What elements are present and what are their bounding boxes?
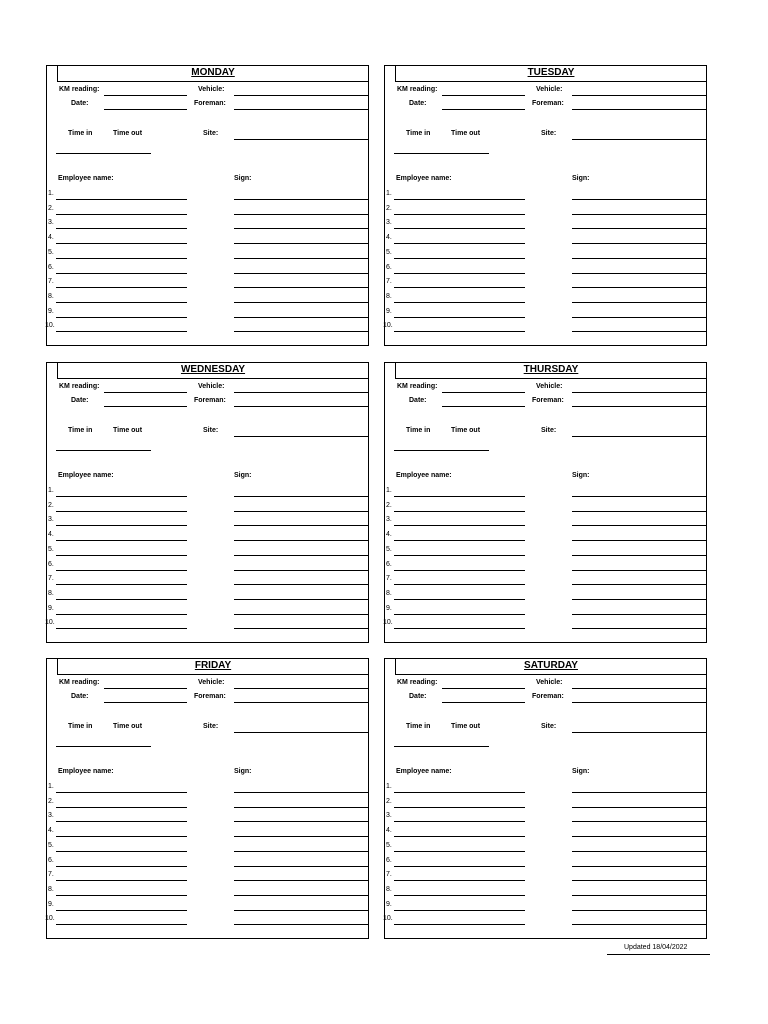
time-out-label: Time out	[451, 723, 481, 730]
employee-name-label: Employee name:	[58, 472, 114, 479]
sign-field[interactable]	[234, 555, 369, 556]
row-number: 9.	[386, 307, 392, 315]
sign-field[interactable]	[572, 866, 707, 867]
vehicle-label: Vehicle:	[536, 679, 563, 686]
row-number: 5.	[48, 545, 54, 553]
time-out-label: Time out	[113, 427, 143, 434]
employee-name-field[interactable]	[56, 792, 187, 793]
row-number: 4.	[386, 234, 392, 242]
sign-field[interactable]	[572, 540, 707, 541]
day-card-thursday	[384, 362, 707, 643]
row-number: 2.	[48, 501, 54, 509]
employee-name-field[interactable]	[394, 496, 525, 497]
time-field[interactable]	[56, 450, 151, 451]
sign-field[interactable]	[234, 821, 369, 822]
employee-name-field[interactable]	[394, 924, 525, 925]
sign-label: Sign:	[234, 175, 252, 182]
date-label: Date:	[71, 397, 89, 404]
km-reading-label: KM reading:	[59, 679, 100, 686]
employee-name-field[interactable]	[56, 880, 187, 881]
row-number: 8.	[386, 885, 392, 893]
employee-name-field[interactable]	[56, 302, 187, 303]
site-field[interactable]	[572, 139, 707, 140]
sign-label: Sign:	[572, 472, 590, 479]
foreman-field[interactable]	[234, 702, 369, 703]
km-reading-field[interactable]	[442, 95, 525, 96]
sign-field[interactable]	[234, 584, 369, 585]
km-reading-field[interactable]	[104, 95, 187, 96]
sign-field[interactable]	[234, 273, 369, 274]
day-card-monday	[46, 65, 369, 346]
row-number: 9.	[48, 307, 54, 315]
time-in-label: Time in	[68, 427, 93, 434]
sign-field[interactable]	[234, 895, 369, 896]
employee-name-field[interactable]	[56, 807, 187, 808]
row-number: 6.	[386, 856, 392, 864]
sign-field[interactable]	[572, 836, 707, 837]
row-number: 4.	[386, 531, 392, 539]
sign-label: Sign:	[234, 472, 252, 479]
employee-name-field[interactable]	[394, 273, 525, 274]
vehicle-field[interactable]	[572, 95, 707, 96]
vehicle-label: Vehicle:	[198, 679, 225, 686]
employee-name-field[interactable]	[56, 836, 187, 837]
date-label: Date:	[409, 693, 427, 700]
sign-field[interactable]	[572, 614, 707, 615]
sign-field[interactable]	[234, 614, 369, 615]
row-number: 7.	[386, 278, 392, 286]
sign-field[interactable]	[234, 866, 369, 867]
row-number: 6.	[48, 263, 54, 271]
day-title: TUESDAY	[395, 66, 706, 82]
site-field[interactable]	[572, 732, 707, 733]
row-number: 6.	[386, 560, 392, 568]
row-number: 3.	[48, 219, 54, 227]
sign-field[interactable]	[234, 851, 369, 852]
row-number: 2.	[386, 204, 392, 212]
sign-field[interactable]	[234, 599, 369, 600]
sign-field[interactable]	[572, 821, 707, 822]
time-in-label: Time in	[406, 130, 431, 137]
sign-label: Sign:	[572, 768, 590, 775]
row-number: 8.	[48, 885, 54, 893]
site-label: Site:	[541, 427, 557, 434]
row-number: 3.	[386, 516, 392, 524]
row-number: 10.	[45, 322, 55, 330]
row-number: 5.	[386, 545, 392, 553]
employee-name-field[interactable]	[394, 821, 525, 822]
sign-field[interactable]	[572, 851, 707, 852]
time-in-label: Time in	[68, 723, 93, 730]
sign-label: Sign:	[234, 768, 252, 775]
vehicle-field[interactable]	[234, 392, 369, 393]
vehicle-label: Vehicle:	[198, 86, 225, 93]
employee-name-field[interactable]	[56, 821, 187, 822]
sign-field[interactable]	[572, 302, 707, 303]
employee-name-field[interactable]	[56, 273, 187, 274]
foreman-label: Foreman:	[532, 100, 564, 107]
row-number: 7.	[48, 871, 54, 879]
date-label: Date:	[71, 100, 89, 107]
row-number: 2.	[386, 501, 392, 509]
sign-field[interactable]	[234, 880, 369, 881]
employee-name-field[interactable]	[394, 628, 525, 629]
employee-name-field[interactable]	[394, 214, 525, 215]
row-number: 2.	[48, 797, 54, 805]
employee-name-field[interactable]	[394, 243, 525, 244]
foreman-label: Foreman:	[532, 693, 564, 700]
row-number: 7.	[386, 575, 392, 583]
sign-field[interactable]	[234, 228, 369, 229]
employee-name-field[interactable]	[56, 628, 187, 629]
sign-field[interactable]	[234, 511, 369, 512]
km-reading-field[interactable]	[442, 392, 525, 393]
employee-name-field[interactable]	[394, 317, 525, 318]
row-number: 3.	[48, 516, 54, 524]
row-number: 10.	[45, 915, 55, 923]
row-number: 5.	[48, 248, 54, 256]
sign-field[interactable]	[234, 331, 369, 332]
employee-name-field[interactable]	[394, 555, 525, 556]
employee-name-field[interactable]	[394, 331, 525, 332]
sign-field[interactable]	[234, 570, 369, 571]
day-title: THURSDAY	[395, 363, 706, 379]
employee-name-field[interactable]	[394, 511, 525, 512]
site-label: Site:	[203, 723, 219, 730]
foreman-field[interactable]	[572, 109, 707, 110]
date-label: Date:	[71, 693, 89, 700]
time-out-label: Time out	[451, 427, 481, 434]
row-number: 6.	[48, 560, 54, 568]
sign-field[interactable]	[234, 287, 369, 288]
sign-field[interactable]	[234, 910, 369, 911]
km-reading-label: KM reading:	[397, 679, 438, 686]
day-title: SATURDAY	[395, 659, 706, 675]
row-number: 3.	[386, 219, 392, 227]
employee-name-label: Employee name:	[58, 175, 114, 182]
time-in-label: Time in	[68, 130, 93, 137]
sign-field[interactable]	[572, 584, 707, 585]
km-reading-label: KM reading:	[397, 86, 438, 93]
sign-field[interactable]	[572, 287, 707, 288]
km-reading-field[interactable]	[442, 688, 525, 689]
sign-field[interactable]	[572, 214, 707, 215]
vehicle-label: Vehicle:	[536, 383, 563, 390]
sign-field[interactable]	[572, 496, 707, 497]
time-field[interactable]	[394, 450, 489, 451]
employee-name-field[interactable]	[56, 511, 187, 512]
sign-field[interactable]	[234, 496, 369, 497]
row-number: 8.	[386, 589, 392, 597]
row-number: 3.	[48, 812, 54, 820]
row-number: 1.	[48, 190, 54, 197]
updated-underline	[607, 954, 710, 955]
row-number: 4.	[48, 827, 54, 835]
date-field[interactable]	[442, 406, 525, 407]
site-label: Site:	[203, 130, 219, 137]
row-number: 7.	[386, 871, 392, 879]
sign-field[interactable]	[234, 243, 369, 244]
sign-field[interactable]	[572, 199, 707, 200]
sign-field[interactable]	[234, 317, 369, 318]
time-out-label: Time out	[113, 130, 143, 137]
date-field[interactable]	[104, 109, 187, 110]
date-field[interactable]	[104, 406, 187, 407]
site-field[interactable]	[572, 436, 707, 437]
employee-name-label: Employee name:	[58, 768, 114, 775]
row-number: 9.	[386, 900, 392, 908]
sign-field[interactable]	[234, 258, 369, 259]
employee-name-label: Employee name:	[396, 175, 452, 182]
sign-field[interactable]	[572, 880, 707, 881]
sign-field[interactable]	[572, 258, 707, 259]
sign-field[interactable]	[572, 331, 707, 332]
vehicle-field[interactable]	[234, 95, 369, 96]
sign-field[interactable]	[234, 540, 369, 541]
employee-name-field[interactable]	[394, 836, 525, 837]
row-number: 7.	[48, 575, 54, 583]
employee-name-field[interactable]	[56, 570, 187, 571]
employee-name-field[interactable]	[56, 540, 187, 541]
row-number: 2.	[386, 797, 392, 805]
time-field[interactable]	[56, 746, 151, 747]
time-in-label: Time in	[406, 427, 431, 434]
row-number: 4.	[48, 531, 54, 539]
row-number: 5.	[386, 841, 392, 849]
foreman-field[interactable]	[234, 109, 369, 110]
sign-field[interactable]	[572, 628, 707, 629]
sign-label: Sign:	[572, 175, 590, 182]
employee-name-field[interactable]	[56, 258, 187, 259]
day-card-wednesday	[46, 362, 369, 643]
time-out-label: Time out	[113, 723, 143, 730]
km-reading-label: KM reading:	[59, 383, 100, 390]
sign-field[interactable]	[572, 228, 707, 229]
foreman-field[interactable]	[572, 406, 707, 407]
employee-name-field[interactable]	[56, 614, 187, 615]
date-field[interactable]	[442, 109, 525, 110]
vehicle-label: Vehicle:	[198, 383, 225, 390]
row-number: 1.	[386, 487, 392, 494]
employee-name-field[interactable]	[394, 895, 525, 896]
site-label: Site:	[203, 427, 219, 434]
km-reading-label: KM reading:	[59, 86, 100, 93]
row-number: 10.	[383, 322, 393, 330]
row-number: 1.	[386, 190, 392, 197]
row-number: 6.	[386, 263, 392, 271]
employee-name-field[interactable]	[56, 331, 187, 332]
row-number: 5.	[48, 841, 54, 849]
foreman-field[interactable]	[234, 406, 369, 407]
employee-name-label: Employee name:	[396, 768, 452, 775]
foreman-label: Foreman:	[194, 397, 226, 404]
day-card-tuesday	[384, 65, 707, 346]
site-label: Site:	[541, 130, 557, 137]
foreman-label: Foreman:	[194, 693, 226, 700]
row-number: 8.	[48, 589, 54, 597]
time-field[interactable]	[394, 746, 489, 747]
sign-field[interactable]	[572, 317, 707, 318]
employee-name-field[interactable]	[56, 287, 187, 288]
employee-name-field[interactable]	[394, 851, 525, 852]
sign-field[interactable]	[234, 214, 369, 215]
row-number: 4.	[386, 827, 392, 835]
employee-name-field[interactable]	[56, 555, 187, 556]
sign-field[interactable]	[234, 807, 369, 808]
employee-name-field[interactable]	[394, 570, 525, 571]
row-number: 3.	[386, 812, 392, 820]
site-field[interactable]	[234, 436, 369, 437]
row-number: 1.	[386, 783, 392, 790]
sign-field[interactable]	[234, 525, 369, 526]
employee-name-field[interactable]	[56, 851, 187, 852]
km-reading-field[interactable]	[104, 392, 187, 393]
day-card-saturday	[384, 658, 707, 939]
employee-name-field[interactable]	[394, 792, 525, 793]
foreman-field[interactable]	[572, 702, 707, 703]
employee-name-field[interactable]	[56, 317, 187, 318]
row-number: 1.	[48, 783, 54, 790]
row-number: 2.	[48, 204, 54, 212]
row-number: 4.	[48, 234, 54, 242]
km-reading-label: KM reading:	[397, 383, 438, 390]
foreman-label: Foreman:	[194, 100, 226, 107]
km-reading-field[interactable]	[104, 688, 187, 689]
employee-name-field[interactable]	[394, 199, 525, 200]
employee-name-field[interactable]	[56, 228, 187, 229]
sign-field[interactable]	[234, 836, 369, 837]
employee-name-field[interactable]	[394, 287, 525, 288]
employee-name-field[interactable]	[56, 496, 187, 497]
sign-field[interactable]	[234, 924, 369, 925]
time-in-label: Time in	[406, 723, 431, 730]
day-card-friday	[46, 658, 369, 939]
time-field[interactable]	[56, 153, 151, 154]
employee-name-label: Employee name:	[396, 472, 452, 479]
employee-name-field[interactable]	[56, 599, 187, 600]
time-out-label: Time out	[451, 130, 481, 137]
employee-name-field[interactable]	[394, 540, 525, 541]
row-number: 9.	[386, 604, 392, 612]
foreman-label: Foreman:	[532, 397, 564, 404]
date-field[interactable]	[442, 702, 525, 703]
sign-field[interactable]	[572, 895, 707, 896]
time-field[interactable]	[394, 153, 489, 154]
date-label: Date:	[409, 397, 427, 404]
row-number: 1.	[48, 487, 54, 494]
row-number: 7.	[48, 278, 54, 286]
employee-name-field[interactable]	[56, 910, 187, 911]
employee-name-field[interactable]	[56, 214, 187, 215]
day-title: FRIDAY	[57, 659, 368, 675]
sign-field[interactable]	[234, 199, 369, 200]
sign-field[interactable]	[572, 570, 707, 571]
employee-name-field[interactable]	[56, 525, 187, 526]
sign-field[interactable]	[572, 792, 707, 793]
row-number: 6.	[48, 856, 54, 864]
employee-name-field[interactable]	[394, 525, 525, 526]
row-number: 8.	[48, 292, 54, 300]
employee-name-field[interactable]	[56, 584, 187, 585]
employee-name-field[interactable]	[394, 910, 525, 911]
row-number: 5.	[386, 248, 392, 256]
vehicle-field[interactable]	[572, 392, 707, 393]
site-field[interactable]	[234, 139, 369, 140]
sign-field[interactable]	[572, 807, 707, 808]
employee-name-field[interactable]	[394, 258, 525, 259]
row-number: 10.	[45, 619, 55, 627]
date-label: Date:	[409, 100, 427, 107]
sign-field[interactable]	[572, 555, 707, 556]
updated-date: Updated 18/04/2022	[624, 944, 688, 951]
employee-name-field[interactable]	[56, 866, 187, 867]
sign-field[interactable]	[572, 910, 707, 911]
employee-name-field[interactable]	[394, 614, 525, 615]
day-title: MONDAY	[57, 66, 368, 82]
employee-name-field[interactable]	[394, 599, 525, 600]
employee-name-field[interactable]	[394, 302, 525, 303]
sign-field[interactable]	[234, 792, 369, 793]
vehicle-field[interactable]	[572, 688, 707, 689]
sign-field[interactable]	[572, 511, 707, 512]
employee-name-field[interactable]	[394, 880, 525, 881]
vehicle-label: Vehicle:	[536, 86, 563, 93]
site-label: Site:	[541, 723, 557, 730]
employee-name-field[interactable]	[56, 199, 187, 200]
sign-field[interactable]	[572, 525, 707, 526]
sign-field[interactable]	[572, 243, 707, 244]
sign-field[interactable]	[572, 273, 707, 274]
employee-name-field[interactable]	[394, 807, 525, 808]
employee-name-field[interactable]	[394, 866, 525, 867]
vehicle-field[interactable]	[234, 688, 369, 689]
sign-field[interactable]	[234, 302, 369, 303]
site-field[interactable]	[234, 732, 369, 733]
row-number: 10.	[383, 915, 393, 923]
row-number: 9.	[48, 900, 54, 908]
sign-field[interactable]	[572, 599, 707, 600]
row-number: 10.	[383, 619, 393, 627]
sign-field[interactable]	[234, 628, 369, 629]
row-number: 9.	[48, 604, 54, 612]
employee-name-field[interactable]	[56, 243, 187, 244]
employee-name-field[interactable]	[56, 895, 187, 896]
row-number: 8.	[386, 292, 392, 300]
employee-name-field[interactable]	[394, 228, 525, 229]
sign-field[interactable]	[572, 924, 707, 925]
date-field[interactable]	[104, 702, 187, 703]
day-title: WEDNESDAY	[57, 363, 368, 379]
employee-name-field[interactable]	[394, 584, 525, 585]
employee-name-field[interactable]	[56, 924, 187, 925]
